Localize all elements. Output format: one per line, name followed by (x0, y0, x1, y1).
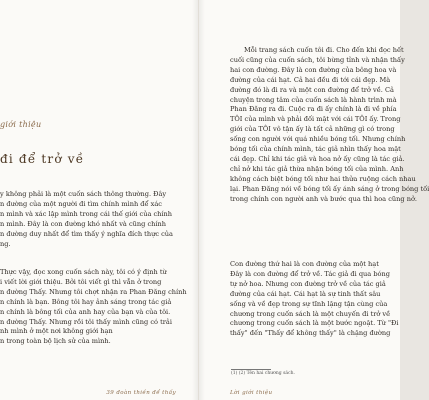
text-line: Con đường thứ hai là con đường của một hạt (230, 260, 379, 268)
text-line: n đường của một người đi tìm chính mình để xác (0, 199, 163, 208)
text-line: chương trong cuốn sách là một chuyến đi trở về (230, 309, 391, 318)
text-line: n mình. Đây là con đường khó nhất và cũng chính (0, 219, 166, 228)
text-line: n mình và xác lập mình trong cái thế giới của chính (0, 209, 173, 218)
text-line: Mỗi trang sách cuốn tôi đi. Cho đến khi đọc hết (244, 46, 404, 54)
text-line: y không phải là một cuốn sách thông thường. Đây (0, 190, 167, 198)
text-line: n đường Thấy. Nhưng tôi chợt nhận ra Phan Đăng chính (0, 287, 187, 296)
right-paragraph-2 (230, 260, 399, 339)
text-line: chỉ nở khi tác giả thừa nhận bóng tối của mình. Anh (230, 164, 404, 173)
text-line: n trong toàn bộ lịch sử của mình. (0, 337, 111, 346)
footnote: (1) (2) Tên hai chương sách. (231, 371, 295, 376)
chapter-eyebrow: giới thiệu (0, 120, 42, 129)
footnote-rule (231, 369, 271, 370)
text-line: hai con đường. Đây là con đường của bông hoa và (230, 65, 397, 74)
text-line: lại. Phan Đăng nói về bóng tối ấy ánh sáng ở trong bóng tối (230, 184, 429, 193)
text-line: cuối cũng của cuốn sách, tôi bừng tỉnh và nhận thấy (230, 55, 405, 64)
text-line: chuyện trong tâm của cuốn sách là hành trình mà (230, 95, 397, 104)
gutter-shadow (199, 0, 205, 400)
chapter-title: đi để trở về (0, 152, 85, 166)
text-line: Thực vậy, đọc xong cuốn sách này, tôi có ý định từ (0, 268, 167, 276)
text-line: không cách biệt bóng tối như hai thửa ruộng cách nhau (230, 174, 416, 183)
left-paragraph-2 (0, 268, 187, 347)
right-paragraph-1 (230, 46, 429, 205)
left-paragraph-1 (0, 190, 176, 249)
text-line: đường đó là đi ra và một con đường để trở về. Cả (230, 85, 394, 94)
text-line: bóng tối của chính mình, tác giả nhìn thấy hoa mặt (230, 145, 401, 154)
text-line: TÔI của mình và phải đối mặt với cái TÔI ấy. Trong (230, 115, 401, 124)
left-page (0, 0, 199, 400)
text-line: n đường Thấy. Nhưng rồi tôi thấy mình cũng có trải (0, 317, 172, 326)
text-line: chương trong cuốn sách là một bước ngoặt. Từ "Đi (230, 319, 399, 328)
text-line: đường của cái hạt. Cái hạt là sự tinh thất sâu (230, 289, 381, 298)
text-line-content: thấy" đến "Thấy để không thấy" là chặng đường (230, 329, 391, 338)
text-line: trong chính con người anh và bước qua thì hoa cũng nở. (230, 194, 418, 203)
text-line (230, 329, 395, 339)
text-line: sống và về đẹp trong sự tĩnh lặng tận cùng của (230, 299, 388, 308)
gutter-shadow (192, 0, 198, 400)
text-line: Đây là con đường để trở về. Tác giả đi qua bóng (230, 269, 390, 278)
text-line: tự nở hoa. Nhưng con đường trở về của tác giả (230, 279, 386, 288)
folio-left: 39 đoàn thiền để thấy (106, 390, 176, 396)
text-line: đường của cái hạt. Cả hai đều đi tới cái đẹp. Mà (230, 75, 391, 84)
folio-right: Lời giới thiệu (230, 390, 273, 396)
text-line: n đường duy nhất để tìm thấy ý nghĩa đích thực của (0, 229, 173, 238)
text-line: nh mình ở một nơi không giới hạn (0, 327, 113, 336)
text-line: Phan Đăng ra đi. Cuộc ra đi ấy chính là đi về phía (230, 105, 397, 114)
text-line: n chính là bông tối của anh hay của bạn và của tôi. (0, 307, 171, 316)
text-line: cái đẹp. Chỉ khi tác giả và hoa nở ấy cũng là tác giả. (230, 154, 405, 163)
text-line: n chính là bạn. Bông tôi hay ảnh sáng trong tác giả (0, 297, 172, 306)
text-line: sống con người với quá nhiều bóng tối. Nhưng chính (230, 135, 406, 144)
text-line: giới của TÔI vô tận ấy là tất cả những gì có trong (230, 125, 395, 134)
text-line: ng. (0, 239, 11, 248)
text-line: i viết lời giới thiệu. Bởi tôi viết gì thì vẫn ở trong (0, 277, 162, 286)
